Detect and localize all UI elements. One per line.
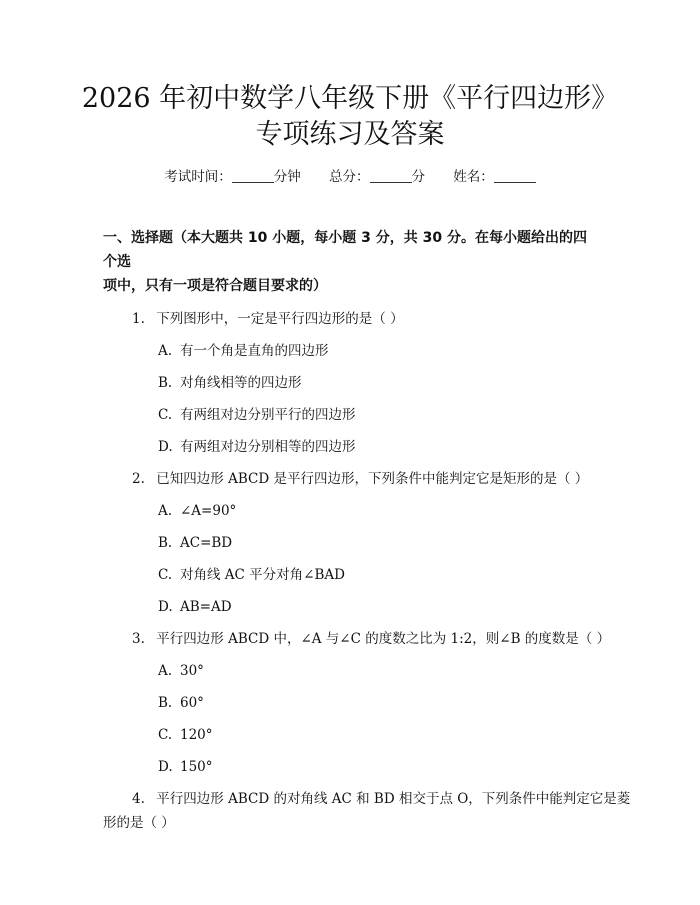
option-2a[interactable] <box>158 499 236 523</box>
question-number: 3. <box>132 631 145 647</box>
option-text: 对角线相等的四边形 <box>180 375 302 391</box>
option-text: 30° <box>180 663 204 679</box>
exam-time-label: 考试时间： <box>164 169 232 185</box>
question-number: 1. <box>132 311 145 327</box>
question-text: 平行四边形 ABCD 的对角线 AC 和 BD 相交于点 O，下列条件中能判定它是菱 <box>156 791 631 807</box>
option-label: D. <box>158 439 173 455</box>
option-text: ∠A=90° <box>180 503 237 519</box>
option-1c[interactable] <box>158 403 356 427</box>
document-title-line1: 2026 年初中数学八年级下册《平行四边形》 <box>81 83 619 114</box>
option-1a[interactable] <box>158 339 329 363</box>
option-1b[interactable] <box>158 371 302 395</box>
question-2 <box>132 467 602 491</box>
student-name-field <box>453 169 536 185</box>
question-1 <box>132 307 602 331</box>
option-text: AB=AD <box>180 599 232 615</box>
section-heading-line2: 项中，只有一项是符合题目要求的） <box>103 278 327 294</box>
total-score-label: 总分： <box>329 169 370 185</box>
question-number: 4. <box>132 791 145 807</box>
option-2b[interactable] <box>158 531 232 555</box>
option-text: AC=BD <box>180 535 233 551</box>
option-label: B. <box>158 695 173 711</box>
option-3c[interactable] <box>158 723 213 747</box>
exam-time-unit: 分钟 <box>273 169 301 185</box>
option-text: 有一个角是直角的四边形 <box>180 343 329 359</box>
total-score-field <box>329 169 429 185</box>
option-label: D. <box>158 599 173 615</box>
total-score-unit: 分 <box>411 169 425 185</box>
option-label: D. <box>158 759 173 775</box>
option-text: 有两组对边分别相等的四边形 <box>180 439 356 455</box>
section-heading-multiple-choice <box>103 226 598 298</box>
option-3a[interactable] <box>158 659 204 683</box>
option-2d[interactable] <box>158 595 232 619</box>
exam-time-field <box>164 169 305 185</box>
option-3b[interactable] <box>158 691 204 715</box>
option-label: C. <box>158 567 173 583</box>
exam-info-row <box>0 168 700 186</box>
option-1d[interactable] <box>158 435 356 459</box>
question-number: 2. <box>132 471 145 487</box>
option-text: 对角线 AC 平分对角∠BAD <box>180 567 345 583</box>
option-label: B. <box>158 535 173 551</box>
total-score-blank[interactable] <box>370 170 412 183</box>
option-label: C. <box>158 727 173 743</box>
option-text: 60° <box>180 695 204 711</box>
option-label: A. <box>158 343 173 359</box>
option-label: B. <box>158 375 173 391</box>
question-3 <box>132 627 611 651</box>
question-text: 平行四边形 ABCD 中，∠A 与∠C 的度数之比为 1:2，则∠B 的度数是（ ） <box>156 631 611 647</box>
student-name-blank[interactable] <box>494 170 536 183</box>
option-text: 有两组对边分别平行的四边形 <box>180 407 356 423</box>
question-text-continued: 形的是（ ） <box>103 815 175 831</box>
document-title-line2: 专项练习及答案 <box>255 119 445 150</box>
option-text: 150° <box>180 759 213 775</box>
option-text: 120° <box>180 727 213 743</box>
option-label: A. <box>158 503 173 519</box>
question-4 <box>132 787 631 811</box>
question-text: 下列图形中，一定是平行四边形的是（ ） <box>156 311 404 327</box>
option-3d[interactable] <box>158 755 213 779</box>
section-heading-line1: 一、选择题（本大题共 10 小题，每小题 3 分，共 30 分。在每小题给出的四个选 <box>103 230 587 270</box>
student-name-label: 姓名： <box>453 169 494 185</box>
question-4-continuation <box>103 811 573 835</box>
exam-time-blank[interactable] <box>232 170 274 183</box>
option-label: A. <box>158 663 173 679</box>
option-label: C. <box>158 407 173 423</box>
option-2c[interactable] <box>158 563 345 587</box>
question-text: 已知四边形 ABCD 是平行四边形，下列条件中能判定它是矩形的是（ ） <box>156 471 589 487</box>
